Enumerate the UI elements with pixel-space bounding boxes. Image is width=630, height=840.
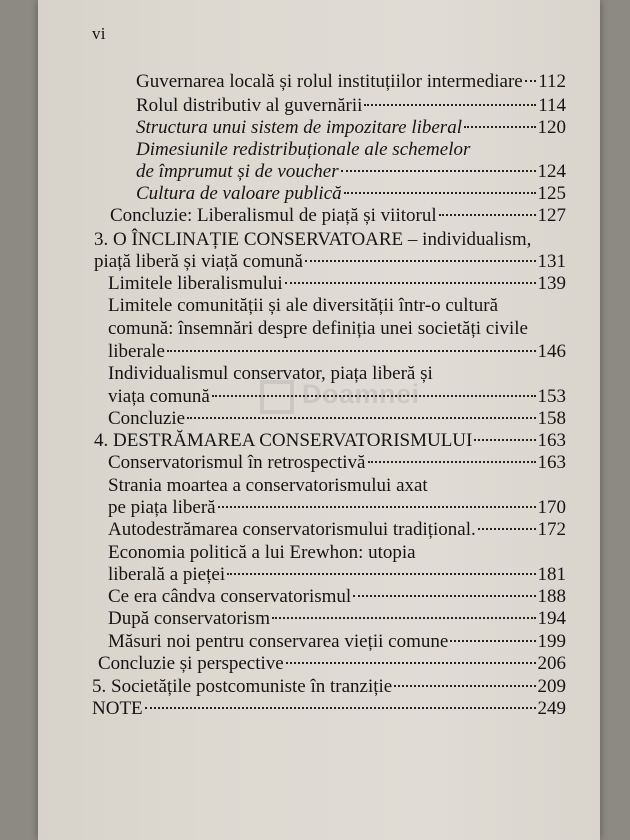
toc-entry — [108, 585, 566, 609]
toc-entry-title: Individualismul conservator, piața liberă și — [108, 363, 433, 384]
toc-entry-page: 124 — [537, 161, 566, 182]
dot-leader — [353, 595, 535, 597]
toc-entry-title: După conservatorism — [108, 608, 270, 629]
toc-entry-page: 131 — [537, 251, 566, 272]
toc-entry-title: Concluzie — [108, 408, 186, 429]
toc-entry-title: Guvernarea locală și rolul instituțiilor intermediare — [136, 71, 523, 92]
toc-entry-page: 146 — [537, 341, 566, 362]
dot-leader — [286, 662, 536, 664]
dot-leader — [272, 617, 536, 619]
dot-leader — [305, 260, 536, 262]
toc-entry — [108, 451, 566, 475]
page-number: vi — [92, 24, 106, 43]
toc-entry-title: Economia politică a lui Erewhon: utopia — [108, 542, 416, 563]
dot-leader — [364, 104, 536, 106]
toc-entry — [98, 652, 566, 676]
dot-leader — [341, 170, 536, 172]
toc-entry — [108, 518, 566, 542]
table-of-contents — [38, 0, 600, 840]
toc-entry-title: NOTE — [92, 698, 143, 719]
toc-entry-page: 163 — [537, 452, 566, 473]
toc-entry-continued — [108, 541, 566, 565]
toc-entry-continued — [108, 474, 566, 498]
toc-entry-title: Limitele liberalismului — [108, 273, 283, 294]
toc-entry-page: 120 — [537, 117, 566, 138]
toc-entry-page: 249 — [537, 698, 566, 719]
dot-leader — [450, 640, 535, 642]
toc-entry — [108, 630, 566, 654]
toc-entry-title: Strania moartea a conservatorismului axat — [108, 475, 428, 496]
toc-entry-continued — [136, 138, 566, 162]
toc-entry-continued — [108, 362, 566, 386]
toc-entry-title: Dimesiunile redistribuționale ale schemelor — [136, 139, 471, 160]
dot-leader — [464, 126, 536, 128]
dot-leader — [218, 506, 536, 508]
dot-leader — [187, 417, 535, 419]
toc-chapter-heading — [94, 228, 566, 252]
toc-entry-title: Ce era cândva conservatorismul — [108, 586, 352, 607]
toc-entry — [108, 272, 566, 296]
dot-leader — [212, 395, 536, 397]
toc-entry-continued — [108, 317, 566, 341]
toc-entry — [136, 116, 566, 140]
toc-entry — [108, 340, 566, 364]
watermark-text: Doamnei — [302, 379, 420, 409]
toc-entry-title: liberale — [108, 341, 165, 362]
toc-entry — [136, 70, 566, 94]
toc-entry-title: Conservatorismul în retrospectivă — [108, 452, 366, 473]
toc-entry-page: 163 — [537, 430, 566, 451]
toc-entry — [108, 607, 566, 631]
dot-leader — [145, 707, 536, 709]
toc-entry — [108, 496, 566, 520]
toc-entry-page: 181 — [537, 564, 566, 585]
toc-entry-page: 172 — [537, 519, 566, 540]
toc-entry-title: 3. O ÎNCLINAȚIE CONSERVATOARE – individualism, — [94, 229, 532, 250]
dot-leader — [285, 282, 536, 284]
toc-entry-title: 5. Societățile postcomuniste în tranziție — [92, 676, 393, 697]
toc-entry-title: de împrumut și de voucher — [136, 161, 339, 182]
toc-entry-title: viața comună — [108, 386, 210, 407]
toc-entry-page: 153 — [537, 386, 566, 407]
toc-entry-page: 188 — [537, 586, 566, 607]
toc-entry-page: 158 — [537, 408, 566, 429]
toc-entry-title: 4. DESTRĂMAREA CONSERVATORISMULUI — [94, 430, 473, 451]
toc-entry — [94, 250, 566, 274]
dot-leader — [344, 192, 536, 194]
toc-entry-title: pe piața liberă — [108, 497, 216, 518]
toc-entry-page: 125 — [537, 183, 566, 204]
toc-entry-page: 127 — [537, 205, 566, 226]
toc-entry — [108, 385, 566, 409]
toc-entry-title: Autodestrămarea conservatorismului tradițional. — [108, 519, 476, 540]
toc-entry-page: 206 — [537, 653, 566, 674]
toc-entry-title: piață liberă și viață comună — [94, 251, 303, 272]
dot-leader — [368, 461, 536, 463]
toc-entry-title: comună: însemnări despre definiția unei societăți civile — [108, 318, 528, 339]
book-page — [38, 0, 600, 840]
toc-entry — [108, 563, 566, 587]
toc-entry-title: Structura unui sistem de impozitare liberal — [136, 117, 462, 138]
toc-entry-title: Măsuri noi pentru conservarea vieții comune — [108, 631, 449, 652]
toc-entry-page: 199 — [537, 631, 566, 652]
toc-entry — [92, 675, 566, 699]
toc-entry-page: 194 — [537, 608, 566, 629]
toc-entry-page: 209 — [537, 676, 566, 697]
toc-entry — [136, 94, 566, 118]
toc-entry — [110, 204, 566, 228]
toc-entry-title: Limitele comunității și ale diversității într-o cultură — [108, 295, 499, 316]
toc-entry-title: Concluzie și perspective — [98, 653, 284, 674]
toc-entry — [136, 182, 566, 206]
dot-leader — [227, 573, 535, 575]
toc-entry-title: liberală a pieței — [108, 564, 226, 585]
dot-leader — [474, 439, 535, 441]
toc-entry-title: Rolul distributiv al guvernării — [136, 95, 363, 116]
dot-leader — [478, 528, 536, 530]
dot-leader — [525, 80, 536, 82]
dot-leader — [394, 685, 535, 687]
toc-entry — [94, 429, 566, 453]
toc-entry-title: Concluzie: Liberalismul de piață și viitorul — [110, 205, 437, 226]
toc-entry-page: 170 — [537, 497, 566, 518]
toc-entry-continued — [108, 294, 566, 318]
toc-entry-page: 114 — [538, 95, 566, 116]
dot-leader — [439, 214, 536, 216]
toc-entry-page: 139 — [537, 273, 566, 294]
toc-entry — [92, 697, 566, 721]
toc-entry — [136, 160, 566, 184]
toc-entry-title: Cultura de valoare publică — [136, 183, 342, 204]
dot-leader — [167, 350, 536, 352]
toc-entry-page: 112 — [538, 71, 566, 92]
toc-entry — [108, 407, 566, 431]
